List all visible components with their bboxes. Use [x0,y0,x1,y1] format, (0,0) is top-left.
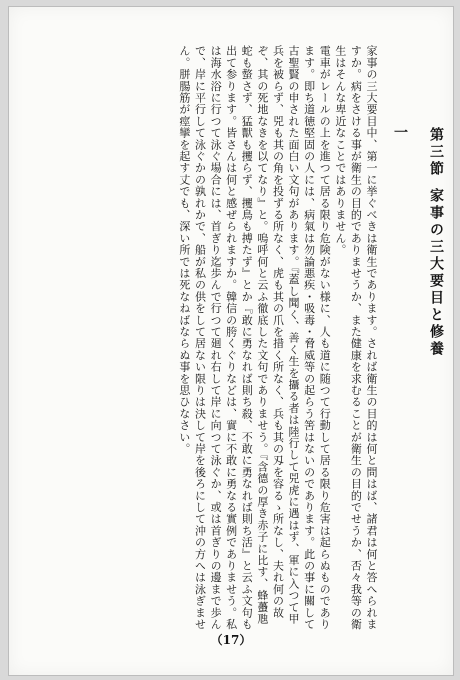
section-title: 家事の三大要目と修養 [428,188,444,358]
section-heading [425,127,447,635]
heading-spacer [436,178,437,188]
section-label: 第三節 [428,127,444,178]
paragraph-2: 電車がレールの上を進つて居る限り危険がない様に、人も道に随つて行動して居る限り危害は起らぬものであります。即ち道徳堅固の人には、病氣は勿論悪疾・吸毒・脅威等の起らう筈はないのであります。此の事に關して古聖賢の申された面白い文句があります。『蓋し聞く、善く生を攝る者は陸行して兕虎に遇はず、軍に入つて甲兵を被らず、兕も其の角を投ずる所なく、虎も其の爪を措く所なく、兵も其の刄を容るゝ所なし、夫れ何の故ぞ、其の死地なきを以てなり』と。嗚呼何と云ふ徹底した文句でありませう。『含德の厚き赤子に比す、蜂蠆虺蛇も螫さず、猛獸も攫らず、攫鳥も搏たず』とか『敢に勇なれば則ち殺、不敢に勇なれば則ち活』と云ふ文句も出て参ります。皆さんは何と感ぜられますか。韓信の胯くぐりなどは、實に不敢に勇なる實例でありませう。私は海水浴に行つて泳ぐ場合には、首ぎり迄歩んで行つて廻れ右して岸に向つて泳ぐか、或は首ぎりの邊まで歩んで、岸に平行して泳ぐかの孰れかで、船が私の供をして居ない限りは決して岸を後ろにして沖の方へは泳ぎません。胼腸筋が痙攣を起す丈でも、深い所では死なねばならぬ事を思ひなさい。 [177,45,332,630]
book-page [8,6,454,676]
vertical-text-block [35,45,447,635]
subsection-number: 一 [392,125,408,142]
paragraph-1: 家事の三大要目中、第一に挙ぐべきは衛生であります。されば衛生の目的は何と問はば、諸君は何と答へられますか。病をさける事が衛生の目的でありませうか、また健康を求むることが衛生の目的でせうか、否々我等の衛生はそんな卑近なことではありません。 [333,45,378,630]
page-number: （17） [210,633,252,647]
